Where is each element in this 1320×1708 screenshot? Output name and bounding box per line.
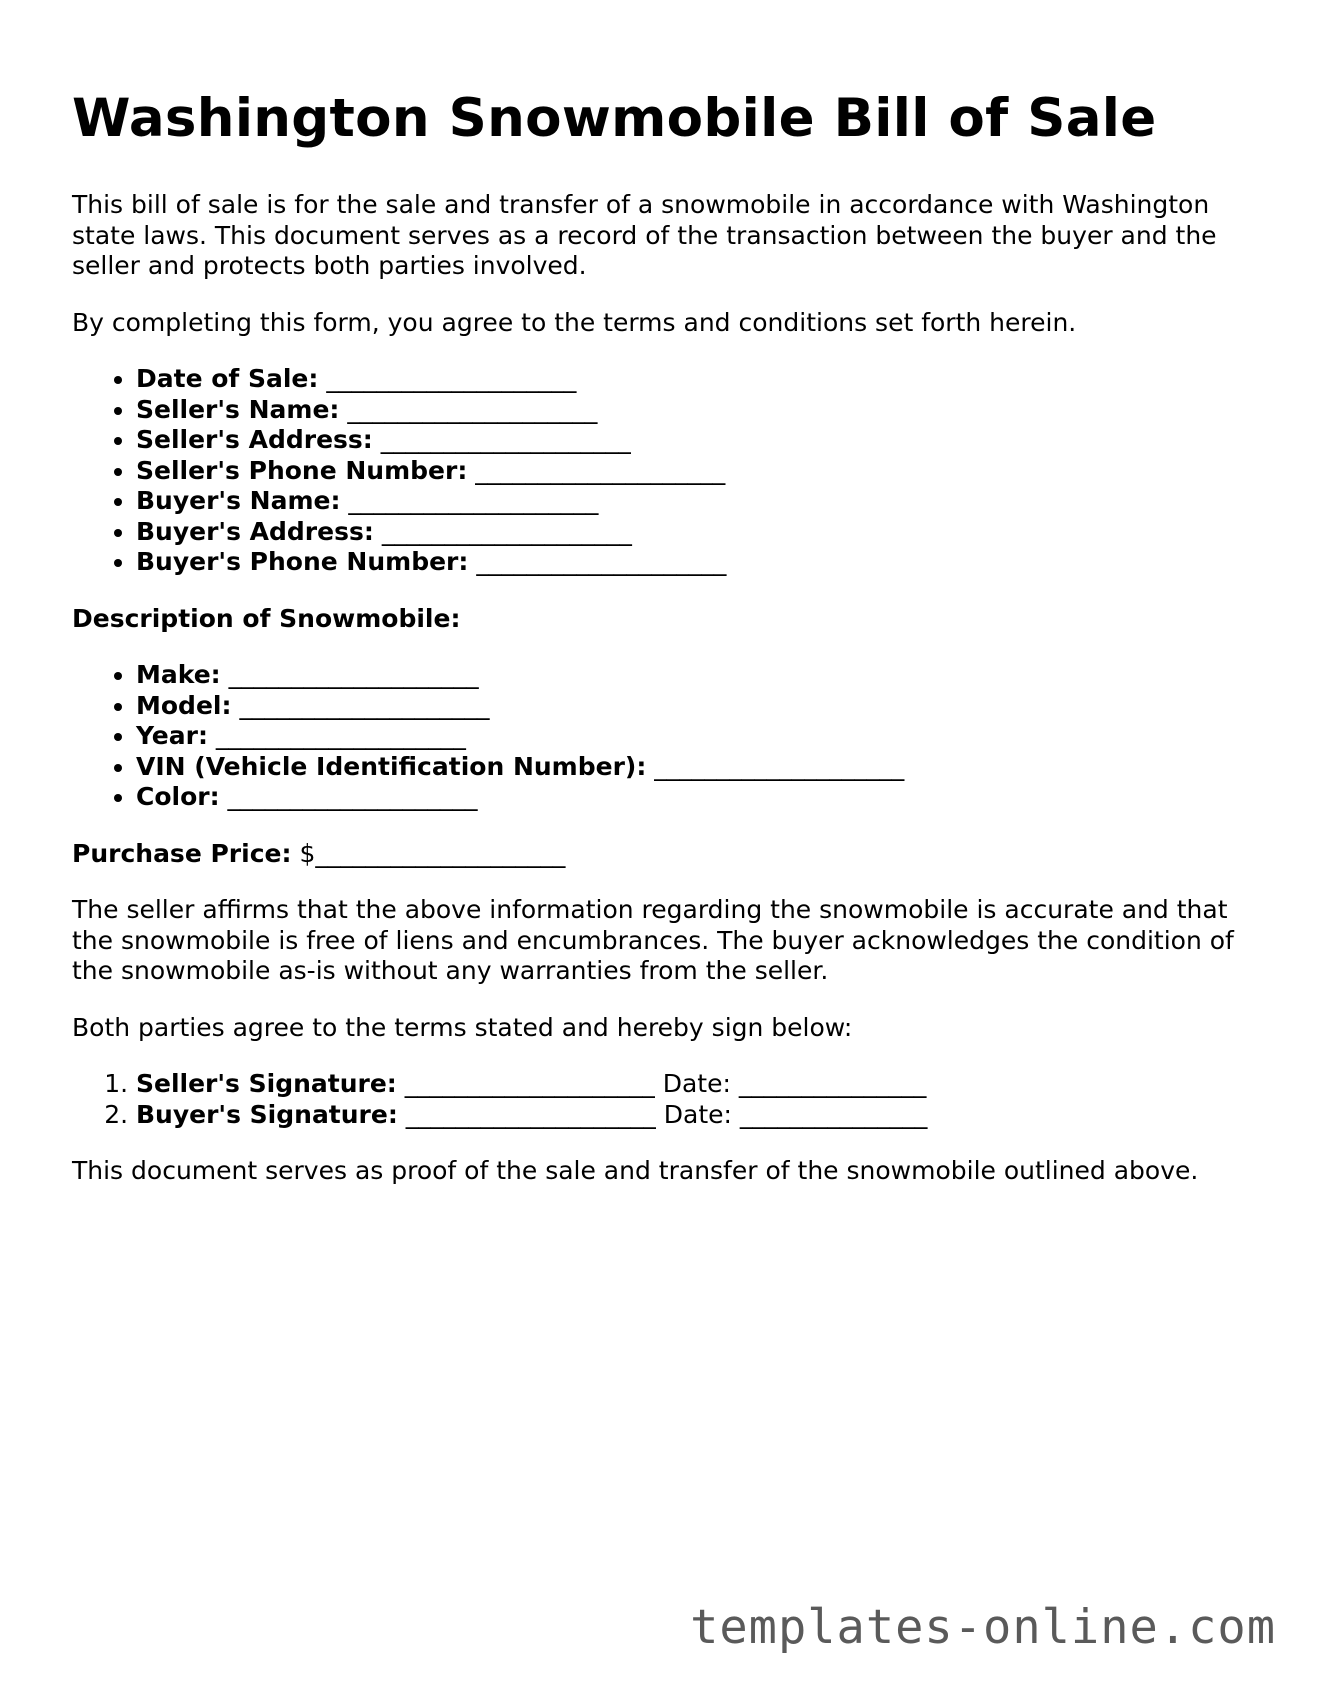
fill-in-blank[interactable]: ____________________ bbox=[476, 547, 727, 576]
description-heading: Description of Snowmobile: bbox=[72, 603, 461, 633]
fill-in-blank[interactable]: ____________________ bbox=[654, 751, 905, 781]
fill-in-blank[interactable]: ____________________ bbox=[347, 394, 598, 424]
field-label: Buyer's Phone Number: bbox=[136, 547, 469, 576]
fill-in-blank[interactable]: ____________________ bbox=[381, 516, 632, 546]
field-model bbox=[136, 691, 1252, 722]
buyer-signature-line bbox=[136, 1100, 1252, 1131]
agreement-paragraph: By completing this form, you agree to the terms and conditions set forth herein. bbox=[72, 307, 1077, 337]
field-seller-name bbox=[136, 395, 1252, 426]
field-label: VIN (Vehicle Identification Number): bbox=[136, 751, 647, 781]
date-blank[interactable]: _______________ bbox=[739, 1099, 928, 1129]
signature-label: Seller's Signature: bbox=[136, 1069, 397, 1098]
fill-in-blank[interactable]: ____________________ bbox=[227, 782, 478, 811]
field-buyer-phone bbox=[136, 547, 1252, 578]
field-buyer-address bbox=[136, 517, 1252, 548]
signature-label: Buyer's Signature: bbox=[136, 1099, 398, 1129]
party-fields-list bbox=[72, 364, 1252, 578]
sign-intro-paragraph: Both parties agree to the terms stated and hereby sign below: bbox=[72, 1012, 853, 1042]
field-make bbox=[136, 660, 1252, 691]
field-label: Seller's Name: bbox=[136, 394, 340, 424]
fill-in-blank[interactable]: ____________________ bbox=[215, 721, 466, 750]
field-label: Color: bbox=[136, 782, 220, 811]
affirmation-paragraph: The seller affirms that the above information regarding the snowmobile is accurate and that the snowmobile is free of liens and encumbrances. The buyer acknowledges the condition of the snowmobile as-is without any warranties from the seller. bbox=[72, 895, 1234, 985]
date-label: Date: bbox=[662, 1069, 731, 1098]
signature-blank[interactable]: ____________________ bbox=[404, 1069, 655, 1098]
fill-in-blank[interactable]: ____________________ bbox=[228, 660, 479, 689]
field-label: Seller's Address: bbox=[136, 425, 373, 454]
fill-in-blank[interactable]: ____________________ bbox=[348, 486, 599, 515]
field-buyer-name bbox=[136, 486, 1252, 517]
fill-in-blank[interactable]: ____________________ bbox=[239, 690, 490, 720]
field-label: Make: bbox=[136, 660, 221, 689]
fill-in-blank[interactable]: ____________________ bbox=[475, 455, 726, 485]
seller-signature-line bbox=[136, 1069, 1252, 1100]
field-label: Buyer's Name: bbox=[136, 486, 341, 515]
field-year bbox=[136, 721, 1252, 752]
purchase-price-line bbox=[72, 839, 1252, 870]
field-label: Seller's Phone Number: bbox=[136, 455, 468, 485]
fill-in-blank[interactable]: ____________________ bbox=[326, 364, 577, 393]
purchase-price-label: Purchase Price: bbox=[72, 838, 292, 868]
field-seller-address bbox=[136, 425, 1252, 456]
field-label: Year: bbox=[136, 721, 208, 750]
closing-paragraph: This document serves as proof of the sale and transfer of the snowmobile outlined above. bbox=[72, 1156, 1199, 1185]
watermark: templates-online.com bbox=[690, 1600, 1276, 1655]
signature-list bbox=[72, 1069, 1252, 1130]
vehicle-fields-list bbox=[72, 660, 1252, 813]
document-page bbox=[72, 88, 1252, 1213]
field-seller-phone bbox=[136, 456, 1252, 487]
date-label: Date: bbox=[663, 1099, 732, 1129]
field-label: Buyer's Address: bbox=[136, 516, 374, 546]
field-vin bbox=[136, 752, 1252, 783]
field-color bbox=[136, 782, 1252, 813]
signature-blank[interactable]: ____________________ bbox=[405, 1099, 656, 1129]
field-label: Date of Sale: bbox=[136, 364, 319, 393]
fill-in-blank[interactable]: ____________________ bbox=[380, 425, 631, 454]
page-title: Washington Snowmobile Bill of Sale bbox=[72, 88, 1157, 149]
field-label: Model: bbox=[136, 690, 232, 720]
field-date-of-sale bbox=[136, 364, 1252, 395]
intro-paragraph: This bill of sale is for the sale and transfer of a snowmobile in accordance with Washington state laws. This document serves as a record of the transaction between the buyer and the seller and protects both parties involved. bbox=[72, 190, 1217, 280]
date-blank[interactable]: _______________ bbox=[738, 1069, 927, 1098]
purchase-price-blank[interactable]: $____________________ bbox=[299, 838, 566, 868]
